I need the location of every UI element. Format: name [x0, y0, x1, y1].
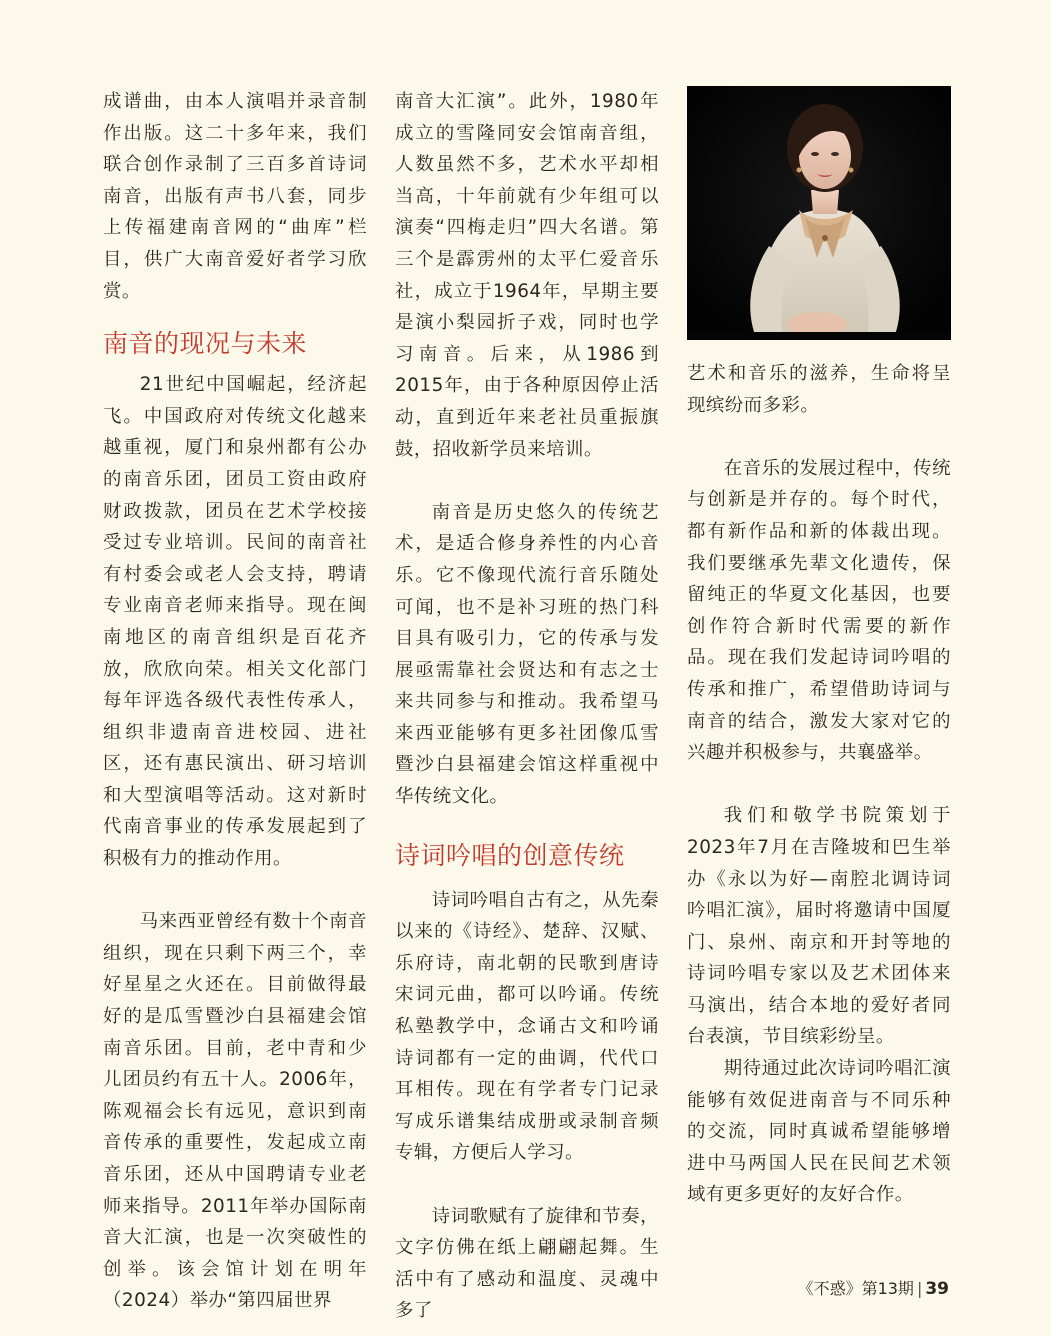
paragraph-gap [687, 421, 951, 453]
footer-separator: | [916, 1279, 923, 1298]
text-column-middle [395, 86, 659, 1327]
portrait-photo [687, 86, 951, 340]
text-column-right [687, 86, 951, 1211]
paragraph: 南音是历史悠久的传统艺术，是适合修身养性的内心音乐。它不像现代流行音乐随处可闻，也不是补习班的热门科目具有吸引力，它的传承与发展亟需靠社会贤达和有志之士来共同参与和推动。我希望马来西亚能够有更多社团像瓜雪暨沙白县福建会馆这样重视中华传统文化。 [395, 501, 659, 808]
paragraph-gap [103, 875, 367, 907]
section-heading: 诗词吟唱的创意传统 [395, 840, 625, 870]
paragraph: 南音大汇演”。此外，1980年成立的雪隆同安会馆南音组，人数虽然不多，艺术水平却相当高，十年前就有少年组可以演奏“四梅走归”四大名谱。第三个是霹雳州的太平仁爱音乐社，成立于1964年，早期主要是演小梨园折子戏，同时也学习南音。后来，从1986到2015年，由于各种原因停止活动，直到近年来老社员重振旗鼓，招收新学员来培训。 [395, 91, 659, 460]
paragraph-gap [687, 769, 951, 801]
paragraph: 我们和敬学书院策划于2023年7月在吉隆坡和巴生举办《永以为好—南腔北调诗词吟唱汇演》，届时将邀请中国厦门、泉州、南京和开封等地的诗词吟唱专家以及艺术团体来马演出，结合本地的爱好者同台表演，节目缤彩纷呈。 [687, 805, 951, 1048]
portrait-illustration [687, 86, 951, 340]
section-heading: 南音的现况与未来 [103, 329, 308, 359]
paragraph: 诗词歌赋有了旋律和节奏，文字仿佛在纸上翩翩起舞。生活中有了感动和温度、灵魂中多了 [395, 1205, 659, 1322]
paragraph: 期待通过此次诗词吟唱汇演能够有效促进南音与不同乐种的交流，同时真诚希望能够增进中马两国人民在民间艺术领域有更多更好的友好合作。 [687, 1058, 951, 1206]
paragraph: 成谱曲，由本人演唱并录音制作出版。这二十多年来，我们联合创作录制了三百多首诗词南音，出版有声书八套，同步上传福建南音网的“曲库”栏目，供广大南音爱好者学习欣赏。 [103, 91, 367, 302]
page-number: 39 [925, 1279, 949, 1299]
paragraph-gap [395, 465, 659, 497]
text-column-left [103, 86, 367, 1317]
paragraph-gap [395, 1169, 659, 1201]
paragraph: 在音乐的发展过程中，传统与创新是并存的。每个时代，都有新作品和新的体裁出现。我们要继承先辈文化遗传，保留纯正的华夏文化基因，也要创作符合新时代需要的新作品。现在我们发起诗词吟唱的传承和推广，希望借助诗词与南音的结合，激发大家对它的兴趣并积极参与，共襄盛举。 [687, 457, 951, 764]
paragraph: 艺术和音乐的滋养，生命将呈现缤纷而多彩。 [687, 363, 951, 416]
paragraph: 21世纪中国崛起，经济起飞。中国政府对传统文化越来越重视，厦门和泉州都有公办的南音乐团，团员工资由政府财政拨款，团员在艺术学校接受过专业培训。民间的南音社有村委会或老人会支持，聘请专业南音老师来指导。现在闽南地区的南音组织是百花齐放，欣欣向荣。相关文化部门每年评选各级代表性传承人，组织非遗南音进校园、进社区，还有惠民演出、研习培训和大型演唱等活动。这对新时代南音事业的传承发展起到了积极有力的推动作用。 [103, 374, 367, 870]
paragraph: 诗词吟唱自古有之，从先秦以来的《诗经》、楚辞、汉赋、乐府诗，南北朝的民歌到唐诗宋词元曲，都可以吟诵。传统私塾教学中，念诵古文和吟诵诗词都有一定的曲调，代代口耳相传。现在有学者专门记录写成乐谱集结成册或录制音频专辑，方便后人学习。 [395, 889, 659, 1164]
page-footer [745, 1275, 949, 1303]
magazine-issue: 《不惑》第13期 [797, 1279, 914, 1298]
paragraph: 马来西亚曾经有数十个南音组织，现在只剩下两三个，幸好星星之火还在。目前做得最好的是瓜雪暨沙白县福建会馆南音乐团。目前，老中青和少儿团员约有五十人。2006年，陈观福会长有远见，意识到南音传承的重要性，发起成立南音乐团，还从中国聘请专业老师来指导。2011年举办国际南音大汇演，也是一次突破性的创举。该会馆计划在明年（2024）举办“第四届世界 [103, 911, 367, 1312]
